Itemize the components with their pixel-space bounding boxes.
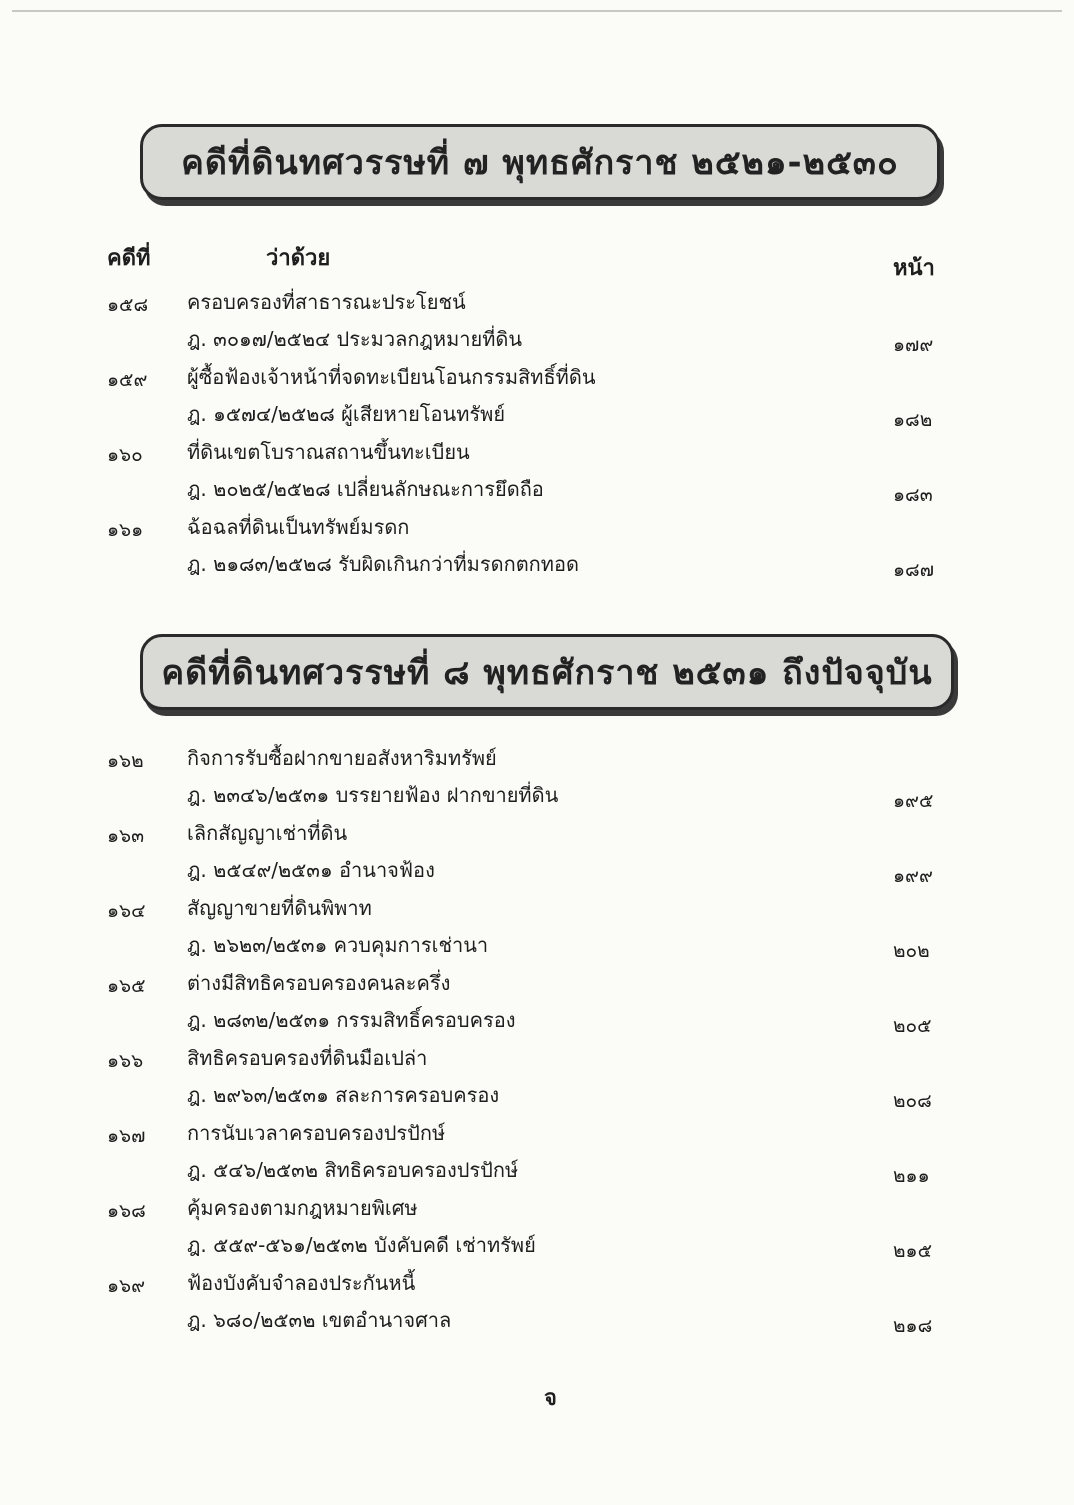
case-reference: ฎ. ๖๘๐/๒๕๓๒ เขตอำนาจศาล	[187, 1308, 452, 1332]
case-reference: ฎ. ๒๑๘๓/๒๕๒๘ รับผิดเกินกว่าที่มรดกตกทอด	[187, 552, 579, 576]
case-number: ๑๖๖	[107, 1050, 144, 1072]
case-reference: ฎ. ๒๘๓๒/๒๕๓๑ กรรมสิทธิ์ครอบครอง	[187, 1008, 516, 1032]
case-number: ๑๖๙	[107, 1275, 146, 1297]
page-number: ๑๘๒	[893, 409, 933, 431]
case-title: การนับเวลาครอบครองปรปักษ์	[187, 1121, 446, 1145]
toc-entry	[0, 357, 1074, 432]
case-title: ครอบครองที่สาธารณะประโยชน์	[187, 290, 466, 314]
case-number: ๑๖๗	[107, 1125, 146, 1147]
case-title: ผู้ซื้อฟ้องเจ้าหน้าที่จดทะเบียนโอนกรรมสิทธิ์ที่ดิน	[187, 365, 596, 389]
case-reference: ฎ. ๓๐๑๗/๒๕๒๔ ประมวลกฎหมายที่ดิน	[187, 327, 523, 351]
case-reference: ฎ. ๒๖๒๓/๒๕๓๑ ควบคุมการเช่านา	[187, 933, 489, 957]
toc-entry	[0, 738, 1074, 813]
section-8-banner	[140, 634, 954, 710]
page-number: ๒๑๑	[893, 1165, 930, 1187]
section-8-heading: คดีที่ดินทศวรรษที่ ๘ พุทธศักราช ๒๕๓๑ ถึงปัจจุบัน	[161, 653, 933, 693]
page-number: ๑๙๙	[893, 865, 933, 887]
case-reference: ฎ. ๒๐๒๕/๒๕๒๘ เปลี่ยนลักษณะการยึดถือ	[187, 477, 544, 501]
section-8-list	[0, 738, 1074, 1338]
section-7-banner	[140, 124, 940, 200]
case-reference: ฎ. ๑๕๗๔/๒๕๒๘ ผู้เสียหายโอนทรัพย์	[187, 402, 506, 426]
toc-entry	[0, 1038, 1074, 1113]
page-number: ๒๐๕	[893, 1015, 932, 1037]
case-number: ๑๖๓	[107, 825, 145, 847]
page-number: ๒๑๘	[893, 1315, 933, 1337]
page-number: ๑๘๗	[893, 559, 935, 581]
case-number: ๑๖๔	[107, 900, 146, 922]
case-reference: ฎ. ๕๕๙-๕๖๑/๒๕๓๒ บังคับคดี เช่าทรัพย์	[187, 1233, 536, 1257]
page-number: ๒๑๕	[893, 1240, 932, 1262]
case-title: เลิกสัญญาเช่าที่ดิน	[187, 821, 348, 845]
toc-entry	[0, 282, 1074, 357]
case-title: กิจการรับซื้อฝากขายอสังหาริมทรัพย์	[187, 746, 497, 770]
page-number: ๒๐๘	[893, 1090, 932, 1112]
case-reference: ฎ. ๕๔๖/๒๕๓๒ สิทธิครอบครองปรปักษ์	[187, 1158, 519, 1182]
case-title: ฉ้อฉลที่ดินเป็นทรัพย์มรดก	[187, 515, 410, 539]
case-reference: ฎ. ๒๕๔๙/๒๕๓๑ อำนาจฟ้อง	[187, 858, 435, 882]
toc-entry	[0, 888, 1074, 963]
topic-column-header: ว่าด้วย	[266, 246, 331, 271]
case-number: ๑๖๑	[107, 519, 144, 541]
case-title: ที่ดินเขตโบราณสถานขึ้นทะเบียน	[187, 440, 470, 464]
case-title: คุ้มครองตามกฎหมายพิเศษ	[187, 1196, 418, 1220]
page-column-header: หน้า	[893, 256, 935, 281]
case-number-column-header: คดีที่	[107, 246, 151, 271]
top-rule	[12, 10, 1062, 12]
page-number: ๑๙๕	[893, 790, 934, 812]
case-reference: ฎ. ๒๓๔๖/๒๕๓๑ บรรยายฟ้อง ฝากขายที่ดิน	[187, 783, 559, 807]
page-number: ๑๗๙	[893, 334, 934, 356]
toc-entry	[0, 432, 1074, 507]
toc-entry	[0, 813, 1074, 888]
case-title: ต่างมีสิทธิครอบครองคนละครึ่ง	[187, 971, 451, 995]
case-title: ฟ้องบังคับจำลองประกันหนี้	[187, 1271, 416, 1295]
case-number: ๑๖๒	[107, 750, 144, 772]
case-number: ๑๖๘	[107, 1200, 146, 1222]
toc-entry	[0, 1113, 1074, 1188]
case-reference: ฎ. ๒๙๖๓/๒๕๓๑ สละการครอบครอง	[187, 1083, 500, 1107]
toc-entry	[0, 963, 1074, 1038]
toc-entry	[0, 1263, 1074, 1338]
folio: จ	[544, 1386, 557, 1411]
case-number: ๑๕๙	[107, 369, 148, 391]
page-number: ๑๘๓	[893, 484, 933, 506]
section-7-heading: คดีที่ดินทศวรรษที่ ๗ พุทธศักราช ๒๕๒๑-๒๕๓๐	[181, 143, 899, 183]
toc-entry	[0, 507, 1074, 582]
case-number: ๑๕๘	[107, 294, 149, 316]
section-7-list	[0, 282, 1074, 582]
case-title: สิทธิครอบครองที่ดินมือเปล่า	[187, 1046, 428, 1070]
case-number: ๑๖๕	[107, 975, 146, 997]
case-title: สัญญาขายที่ดินพิพาท	[187, 896, 372, 920]
page-number: ๒๐๒	[893, 940, 930, 962]
toc-entry	[0, 1188, 1074, 1263]
case-number: ๑๖๐	[107, 444, 143, 466]
